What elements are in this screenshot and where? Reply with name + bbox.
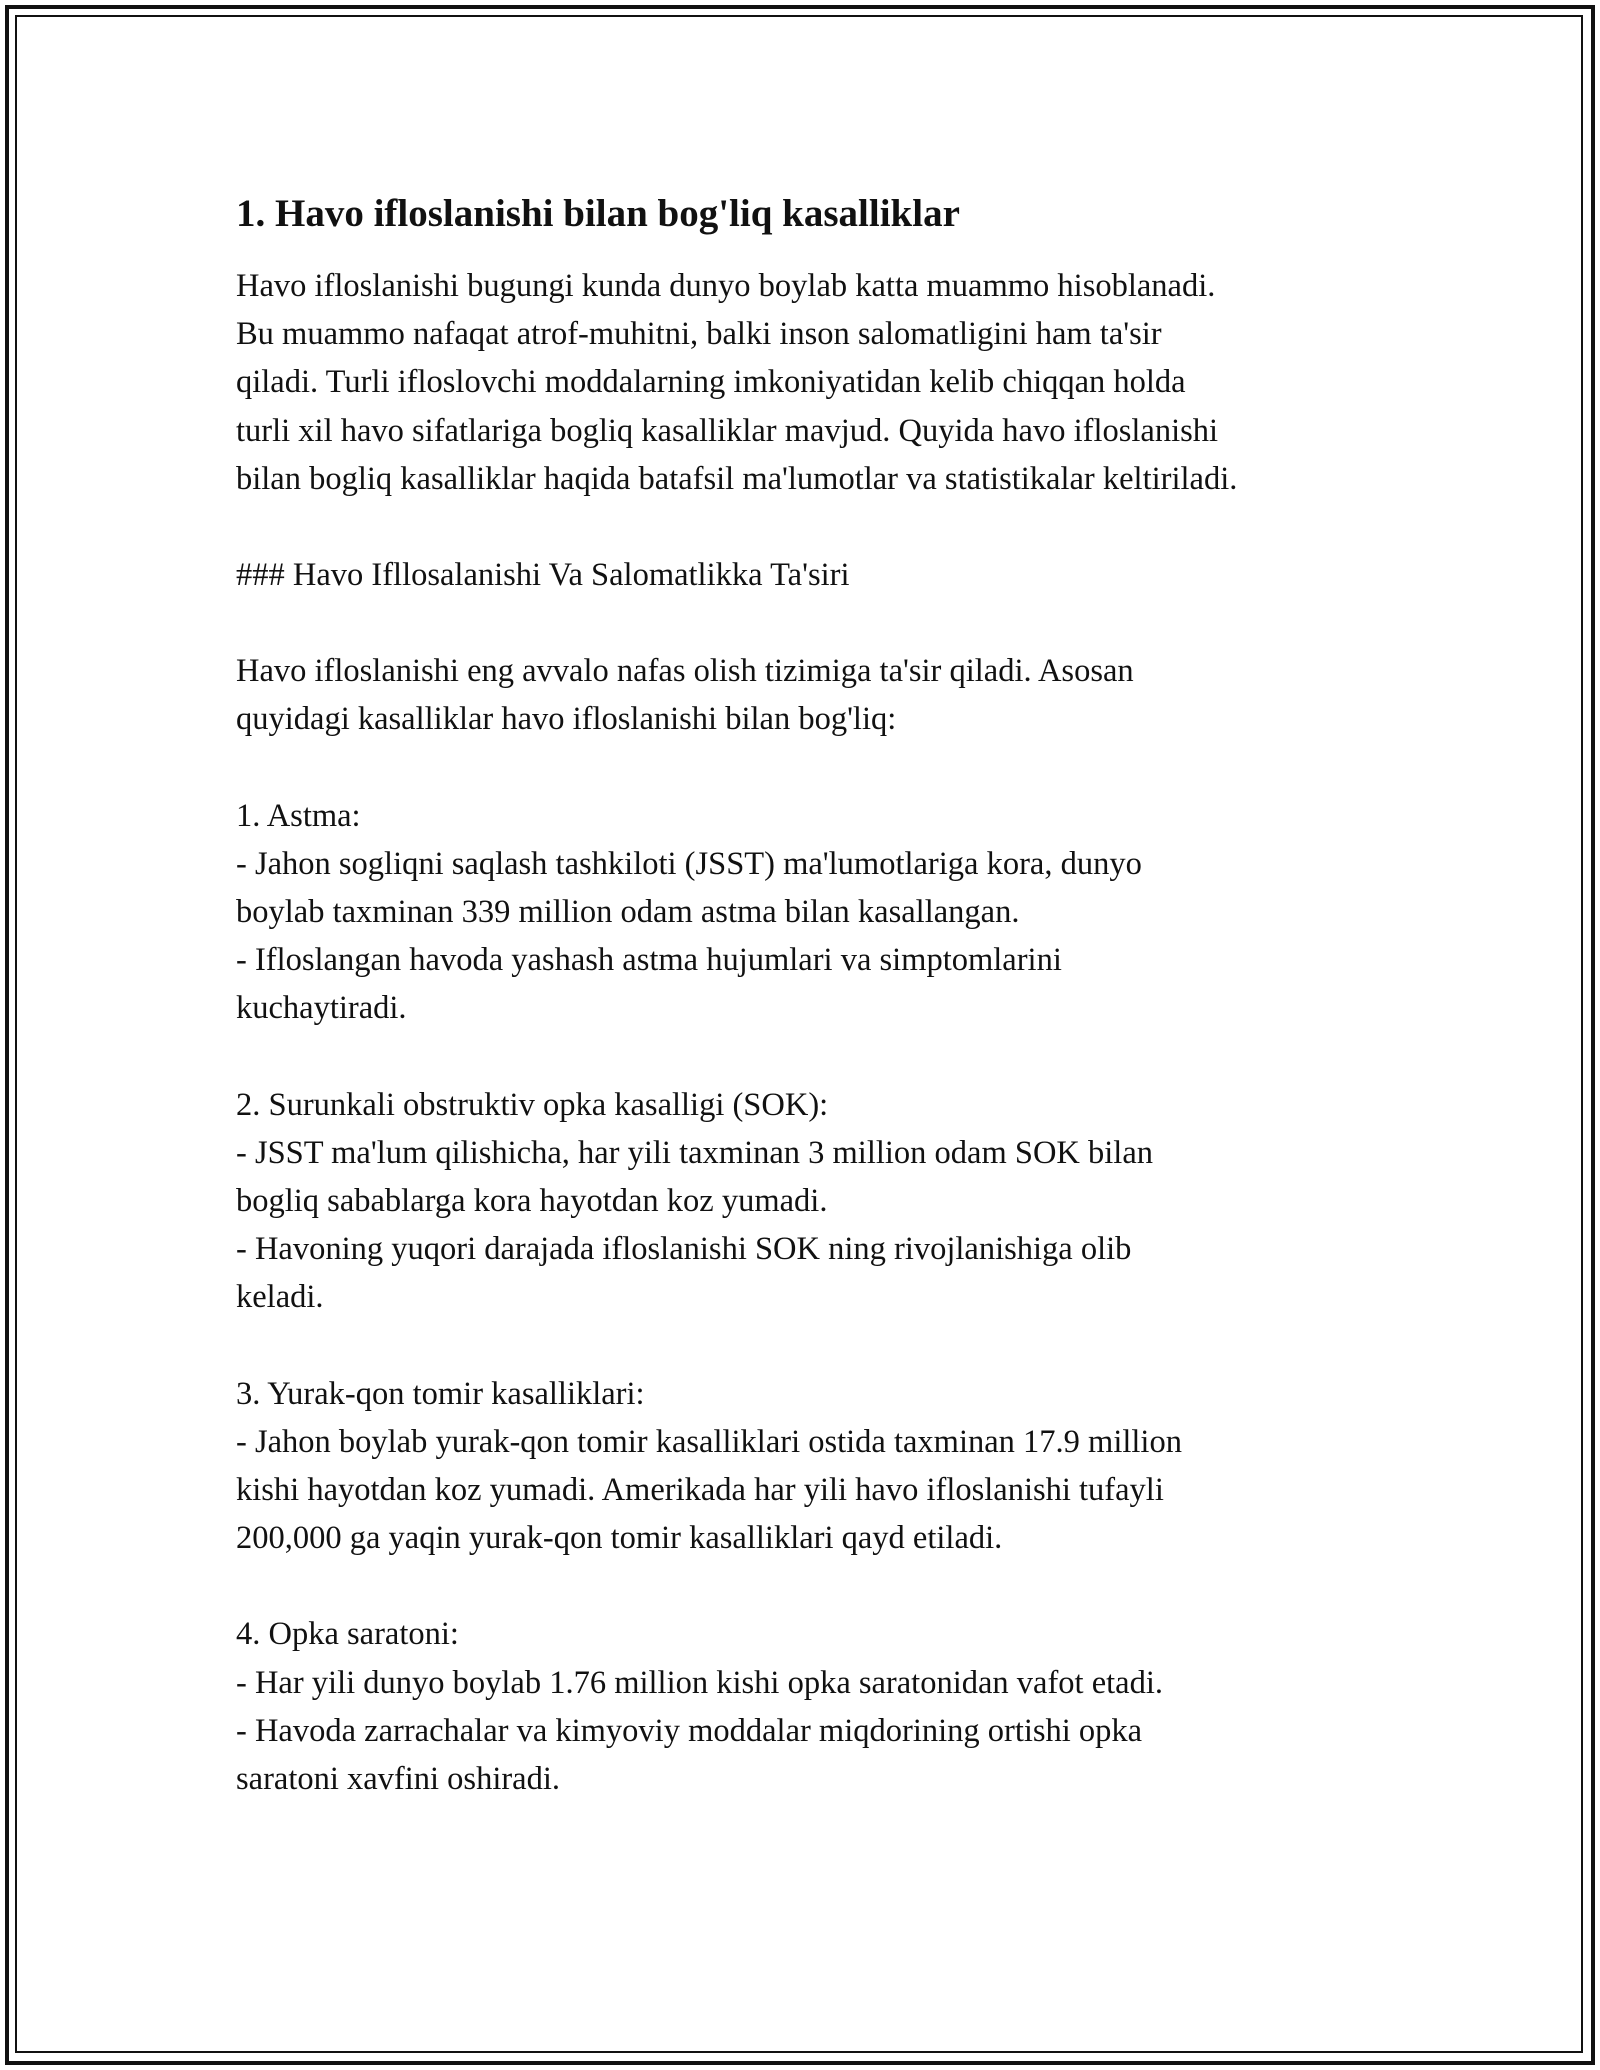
page-title: 1. Havo ifloslanishi bilan bog'liq kasalliklar [236, 192, 960, 235]
lead-paragraph: Havo ifloslanishi eng avvalo nafas olish tizimiga ta'sir qiladi. Asosan quyidagi kasalliklar havo ifloslanishi bilan bog'liq: [236, 653, 1134, 738]
document-body [236, 186, 1376, 1803]
spacer [236, 1322, 1376, 1370]
list-item-opka-saratoni: 4. Opka saratoni: - Har yili dunyo boylab 1.76 million kishi opka saratonidan vafot etadi. - Havoda zarrachalar va kimyoviy moddalar miqdorining ortishi opka saratoni xavfini oshiradi. [236, 1616, 1163, 1798]
disease-list [236, 792, 1376, 1804]
list-item-yurak-qon-tomir: 3. Yurak-qon tomir kasalliklari: - Jahon boylab yurak-qon tomir kasalliklari ostida taxminan 17.9 million kishi hayotdan koz yumadi. Amerikada har yili havo ifloslanishi tufayli 200,000 ga yaqin yurak-qon tomir kasalliklari qayd etiladi. [236, 1375, 1182, 1557]
spacer [236, 1033, 1376, 1081]
spacer [236, 599, 1376, 647]
spacer [236, 1562, 1376, 1610]
intro-paragraph: Havo ifloslanishi bugungi kunda dunyo boylab katta muammo hisoblanadi. Bu muammo nafaqat atrof-muhitni, balki inson salomatligini ham ta'sir qiladi. Turli ifloslovchi moddalarning imkoniyatidan kelib chiqqan holda turli xil havo sifatlariga bogliq kasalliklar mavjud. Quyida havo ifloslanishi bilan bogliq kasalliklar haqida batafsil ma'lumotlar va statistikalar keltiriladi. [236, 268, 1238, 497]
spacer [236, 503, 1376, 551]
subheading: ### Havo Ifllosalanishi Va Salomatlikka Ta'siri [236, 557, 850, 594]
list-item-sok: 2. Surunkali obstruktiv opka kasalligi (SOK): - JSST ma'lum qilishicha, har yili taxminan 3 million odam SOK bilan bogliq sabablarga kora hayotdan koz yumadi. - Havoning yuqori darajada ifloslanishi SOK ning rivojlanishiga olib keladi. [236, 1086, 1153, 1316]
spacer [236, 744, 1376, 792]
list-item-astma: 1. Astma: - Jahon sogliqni saqlash tashkiloti (JSST) ma'lumotlariga kora, dunyo boylab taxminan 339 million odam astma bilan kasallangan. - Ifloslangan havoda yashash astma hujumlari va simptomlarini kuchaytiradi. [236, 797, 1142, 1027]
